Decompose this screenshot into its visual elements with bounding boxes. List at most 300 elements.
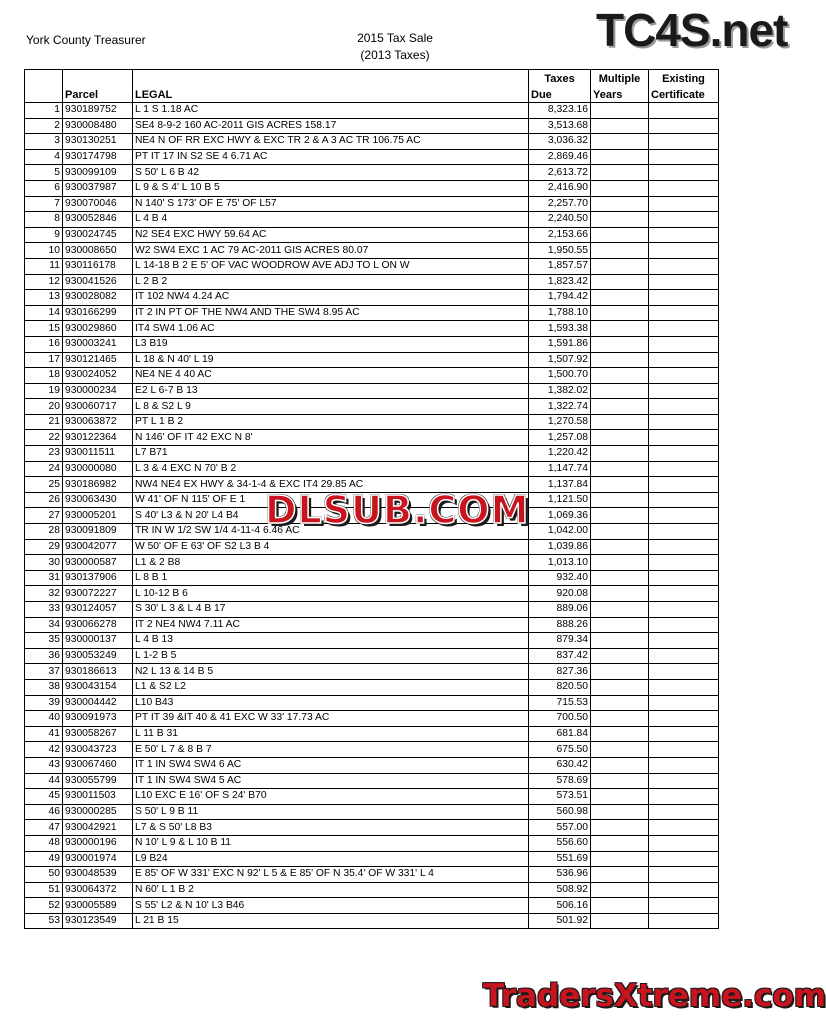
existing-certificate-cell [649, 679, 719, 695]
legal-cell: E2 L 6-7 B 13 [133, 383, 529, 399]
multiple-years-cell [591, 399, 649, 415]
taxes-due-cell: 1,593.38 [529, 321, 591, 337]
taxes-due-cell: 2,869.46 [529, 149, 591, 165]
row-number: 37 [25, 664, 63, 680]
taxes-due-cell: 501.92 [529, 913, 591, 929]
multiple-years-cell [591, 711, 649, 727]
taxes-due-cell: 1,857.57 [529, 258, 591, 274]
parcel-cell: 930048539 [63, 867, 133, 883]
legal-cell: S 40' L3 & N 20' L4 B4 [133, 508, 529, 524]
row-number: 43 [25, 757, 63, 773]
existing-certificate-cell [649, 602, 719, 618]
taxes-due-cell: 3,513.68 [529, 118, 591, 134]
row-number: 8 [25, 212, 63, 228]
row-number: 44 [25, 773, 63, 789]
legal-cell: IT 1 IN SW4 SW4 5 AC [133, 773, 529, 789]
existing-certificate-cell [649, 383, 719, 399]
parcel-cell: 930011511 [63, 446, 133, 462]
legal-cell: PT IT 17 IN S2 SE 4 6.71 AC [133, 149, 529, 165]
multiple-years-cell [591, 103, 649, 119]
legal-cell: W 41' OF N 115' OF E 1 [133, 492, 529, 508]
legal-cell: L 21 B 15 [133, 913, 529, 929]
parcel-cell: 930067460 [63, 757, 133, 773]
row-number: 45 [25, 789, 63, 805]
legal-cell: L 14-18 B 2 E 5' OF VAC WOODROW AVE ADJ TO L ON W [133, 258, 529, 274]
existing-certificate-cell [649, 492, 719, 508]
row-number: 32 [25, 586, 63, 602]
legal-cell: N 140' S 173' OF E 75' OF L57 [133, 196, 529, 212]
row-number: 35 [25, 633, 63, 649]
parcel-cell: 930130251 [63, 134, 133, 150]
legal-cell: NW4 NE4 EX HWY & 34-1-4 & EXC IT4 29.85 AC [133, 477, 529, 493]
legal-cell: L 9 & S 4' L 10 B 5 [133, 180, 529, 196]
row-number: 22 [25, 430, 63, 446]
sale-year: 2015 Tax Sale [357, 31, 433, 45]
multiple-years-cell [591, 524, 649, 540]
table-row [25, 586, 719, 602]
parcel-cell: 930005201 [63, 508, 133, 524]
parcel-cell: 930000234 [63, 383, 133, 399]
taxes-due-cell: 1,137.84 [529, 477, 591, 493]
parcel-cell: 930001974 [63, 851, 133, 867]
existing-certificate-cell [649, 570, 719, 586]
existing-certificate-cell [649, 524, 719, 540]
row-number: 40 [25, 711, 63, 727]
table-row [25, 149, 719, 165]
multiple-years-cell [591, 804, 649, 820]
taxes-due-cell: 3,036.32 [529, 134, 591, 150]
parcel-cell: 930070046 [63, 196, 133, 212]
parcel-cell: 930053249 [63, 648, 133, 664]
existing-certificate-cell [649, 103, 719, 119]
parcel-cell: 930099109 [63, 165, 133, 181]
parcel-cell: 930186613 [63, 664, 133, 680]
existing-certificate-cell [649, 446, 719, 462]
multiple-years-cell [591, 258, 649, 274]
row-number: 9 [25, 227, 63, 243]
existing-certificate-cell [649, 867, 719, 883]
row-number: 50 [25, 867, 63, 883]
legal-cell: TR IN W 1/2 SW 1/4 4-11-4 6.46 AC [133, 524, 529, 540]
col-header-legal-top [133, 70, 529, 87]
taxes-due-cell: 1,794.42 [529, 290, 591, 306]
parcel-cell: 930174798 [63, 149, 133, 165]
legal-cell: N2 L 13 & 14 B 5 [133, 664, 529, 680]
taxes-due-cell: 536.96 [529, 867, 591, 883]
taxes-due-cell: 506.16 [529, 898, 591, 914]
existing-certificate-cell [649, 180, 719, 196]
legal-cell: L 3 & 4 EXC N 70' B 2 [133, 461, 529, 477]
multiple-years-cell [591, 149, 649, 165]
multiple-years-cell [591, 555, 649, 571]
parcel-cell: 930091973 [63, 711, 133, 727]
parcel-cell: 930166299 [63, 305, 133, 321]
parcel-cell: 930041526 [63, 274, 133, 290]
existing-certificate-cell [649, 757, 719, 773]
existing-certificate-cell [649, 414, 719, 430]
table-row [25, 711, 719, 727]
row-number: 38 [25, 679, 63, 695]
parcel-cell: 930000285 [63, 804, 133, 820]
existing-certificate-cell [649, 149, 719, 165]
col-header-multiple-years: Years [591, 86, 649, 103]
legal-cell: N 146' OF IT 42 EXC N 8' [133, 430, 529, 446]
existing-certificate-cell [649, 835, 719, 851]
table-row [25, 274, 719, 290]
existing-certificate-cell [649, 227, 719, 243]
table-row [25, 555, 719, 571]
multiple-years-cell [591, 835, 649, 851]
row-number: 28 [25, 524, 63, 540]
legal-cell: L9 B24 [133, 851, 529, 867]
multiple-years-cell [591, 274, 649, 290]
existing-certificate-cell [649, 477, 719, 493]
multiple-years-cell [591, 446, 649, 462]
parcel-cell: 930091809 [63, 524, 133, 540]
row-number: 31 [25, 570, 63, 586]
multiple-years-cell [591, 461, 649, 477]
taxes-due-cell: 578.69 [529, 773, 591, 789]
table-row [25, 820, 719, 836]
parcel-cell: 930186982 [63, 477, 133, 493]
parcel-cell: 930058267 [63, 726, 133, 742]
table-row [25, 851, 719, 867]
county-treasurer-title: York County Treasurer [26, 33, 146, 47]
existing-certificate-cell [649, 726, 719, 742]
existing-certificate-cell [649, 134, 719, 150]
multiple-years-cell [591, 243, 649, 259]
table-row [25, 664, 719, 680]
col-header-multiple-top: Multiple [591, 70, 649, 87]
row-number: 2 [25, 118, 63, 134]
multiple-years-cell [591, 290, 649, 306]
parcel-cell: 930123549 [63, 913, 133, 929]
header-row-top [25, 70, 719, 87]
existing-certificate-cell [649, 258, 719, 274]
tradersxtreme-watermark-logo: TradersXtreme.com [483, 978, 826, 1014]
table-row [25, 617, 719, 633]
multiple-years-cell [591, 679, 649, 695]
table-row [25, 196, 719, 212]
legal-cell: L 1 S 1.18 AC [133, 103, 529, 119]
multiple-years-cell [591, 368, 649, 384]
multiple-years-cell [591, 570, 649, 586]
table-row [25, 134, 719, 150]
parcel-cell: 930024052 [63, 368, 133, 384]
existing-certificate-cell [649, 711, 719, 727]
table-row [25, 648, 719, 664]
row-number: 42 [25, 742, 63, 758]
taxes-due-cell: 1,950.55 [529, 243, 591, 259]
taxes-due-cell: 508.92 [529, 882, 591, 898]
taxes-due-cell: 573.51 [529, 789, 591, 805]
multiple-years-cell [591, 757, 649, 773]
row-number: 21 [25, 414, 63, 430]
existing-certificate-cell [649, 212, 719, 228]
legal-cell: L 10-12 B 6 [133, 586, 529, 602]
tc4s-watermark-logo: TC4S.net [596, 4, 788, 56]
row-number: 5 [25, 165, 63, 181]
table-row [25, 383, 719, 399]
taxes-due-cell: 1,823.42 [529, 274, 591, 290]
taxes-due-cell: 8,323.16 [529, 103, 591, 119]
taxes-due-cell: 1,121.50 [529, 492, 591, 508]
parcel-cell: 930043723 [63, 742, 133, 758]
legal-cell: IT4 SW4 1.06 AC [133, 321, 529, 337]
legal-cell: IT 102 NW4 4.24 AC [133, 290, 529, 306]
row-number: 30 [25, 555, 63, 571]
row-number: 14 [25, 305, 63, 321]
taxes-due-cell: 1,039.86 [529, 539, 591, 555]
legal-cell: L 2 B 2 [133, 274, 529, 290]
existing-certificate-cell [649, 539, 719, 555]
table-row [25, 898, 719, 914]
parcel-cell: 930124057 [63, 602, 133, 618]
legal-cell: N2 SE4 EXC HWY 59.64 AC [133, 227, 529, 243]
row-number: 20 [25, 399, 63, 415]
legal-cell: L10 B43 [133, 695, 529, 711]
taxes-due-cell: 700.50 [529, 711, 591, 727]
existing-certificate-cell [649, 633, 719, 649]
parcel-cell: 930028082 [63, 290, 133, 306]
parcel-cell: 930042921 [63, 820, 133, 836]
multiple-years-cell [591, 913, 649, 929]
table-row [25, 679, 719, 695]
taxes-due-cell: 1,257.08 [529, 430, 591, 446]
legal-cell: L 4 B 4 [133, 212, 529, 228]
multiple-years-cell [591, 321, 649, 337]
row-number: 6 [25, 180, 63, 196]
row-number: 13 [25, 290, 63, 306]
table-row [25, 243, 719, 259]
multiple-years-cell [591, 882, 649, 898]
row-number: 39 [25, 695, 63, 711]
row-number: 29 [25, 539, 63, 555]
table-row [25, 570, 719, 586]
tax-year: (2013 Taxes) [360, 48, 430, 62]
parcel-cell: 930037987 [63, 180, 133, 196]
taxes-due-cell: 630.42 [529, 757, 591, 773]
table-row [25, 602, 719, 618]
taxes-due-cell: 556.60 [529, 835, 591, 851]
sale-title [330, 30, 460, 64]
table-row [25, 305, 719, 321]
taxes-due-cell: 1,500.70 [529, 368, 591, 384]
parcel-cell: 930052846 [63, 212, 133, 228]
existing-certificate-cell [649, 898, 719, 914]
row-number: 48 [25, 835, 63, 851]
multiple-years-cell [591, 118, 649, 134]
table-row [25, 835, 719, 851]
taxes-due-cell: 879.34 [529, 633, 591, 649]
existing-certificate-cell [649, 789, 719, 805]
existing-certificate-cell [649, 648, 719, 664]
row-number: 27 [25, 508, 63, 524]
row-number: 17 [25, 352, 63, 368]
row-number: 19 [25, 383, 63, 399]
legal-cell: E 85' OF W 331' EXC N 92' L 5 & E 85' OF N 35.4' OF W 331' L 4 [133, 867, 529, 883]
parcel-cell: 930055799 [63, 773, 133, 789]
existing-certificate-cell [649, 243, 719, 259]
col-header-index-bottom [25, 86, 63, 103]
legal-cell: N 10' L 9 & L 10 B 11 [133, 835, 529, 851]
legal-cell: NE4 N OF RR EXC HWY & EXC TR 2 & A 3 AC TR 106.75 AC [133, 134, 529, 150]
existing-certificate-cell [649, 336, 719, 352]
existing-certificate-cell [649, 820, 719, 836]
taxes-due-cell: 827.36 [529, 664, 591, 680]
legal-cell: IT 2 NE4 NW4 7.11 AC [133, 617, 529, 633]
row-number: 7 [25, 196, 63, 212]
multiple-years-cell [591, 180, 649, 196]
table-row [25, 804, 719, 820]
legal-cell: L1 & S2 L2 [133, 679, 529, 695]
col-header-index [25, 70, 63, 87]
col-header-taxes-top: Taxes [529, 70, 591, 87]
existing-certificate-cell [649, 290, 719, 306]
parcel-cell: 930064372 [63, 882, 133, 898]
table-row [25, 726, 719, 742]
taxes-due-cell: 1,591.86 [529, 336, 591, 352]
table-row [25, 757, 719, 773]
table-row [25, 352, 719, 368]
multiple-years-cell [591, 820, 649, 836]
row-number: 23 [25, 446, 63, 462]
taxes-due-cell: 1,042.00 [529, 524, 591, 540]
legal-cell: NE4 NE 4 40 AC [133, 368, 529, 384]
parcel-cell: 930008650 [63, 243, 133, 259]
legal-cell: S 55' L2 & N 10' L3 B46 [133, 898, 529, 914]
parcel-cell: 930000080 [63, 461, 133, 477]
existing-certificate-cell [649, 851, 719, 867]
existing-certificate-cell [649, 617, 719, 633]
row-number: 4 [25, 149, 63, 165]
legal-cell: L 8 B 1 [133, 570, 529, 586]
parcel-cell: 930116178 [63, 258, 133, 274]
taxes-due-cell: 1,069.36 [529, 508, 591, 524]
legal-cell: S 30' L 3 & L 4 B 17 [133, 602, 529, 618]
existing-certificate-cell [649, 882, 719, 898]
col-header-taxes-due: Due [529, 86, 591, 103]
table-row [25, 321, 719, 337]
taxes-due-cell: 1,220.42 [529, 446, 591, 462]
taxes-due-cell: 1,788.10 [529, 305, 591, 321]
taxes-due-cell: 1,507.92 [529, 352, 591, 368]
table-row [25, 258, 719, 274]
taxes-due-cell: 2,257.70 [529, 196, 591, 212]
multiple-years-cell [591, 664, 649, 680]
table-row [25, 461, 719, 477]
taxes-due-cell: 2,613.72 [529, 165, 591, 181]
parcel-cell: 930189752 [63, 103, 133, 119]
multiple-years-cell [591, 695, 649, 711]
existing-certificate-cell [649, 274, 719, 290]
col-header-legal: LEGAL [133, 86, 529, 103]
legal-cell: N 60' L 1 B 2 [133, 882, 529, 898]
col-header-parcel: Parcel [63, 86, 133, 103]
parcel-cell: 930063872 [63, 414, 133, 430]
existing-certificate-cell [649, 461, 719, 477]
legal-cell: L 11 B 31 [133, 726, 529, 742]
legal-cell: PT L 1 B 2 [133, 414, 529, 430]
taxes-due-cell: 932.40 [529, 570, 591, 586]
row-number: 33 [25, 602, 63, 618]
table-row [25, 103, 719, 119]
multiple-years-cell [591, 539, 649, 555]
multiple-years-cell [591, 851, 649, 867]
legal-cell: IT 2 IN PT OF THE NW4 AND THE SW4 8.95 AC [133, 305, 529, 321]
existing-certificate-cell [649, 742, 719, 758]
legal-cell: L 8 & S2 L 9 [133, 399, 529, 415]
table-row [25, 742, 719, 758]
row-number: 34 [25, 617, 63, 633]
existing-certificate-cell [649, 804, 719, 820]
existing-certificate-cell [649, 352, 719, 368]
taxes-due-cell: 681.84 [529, 726, 591, 742]
legal-cell: L 4 B 13 [133, 633, 529, 649]
row-number: 24 [25, 461, 63, 477]
legal-cell: S 50' L 9 B 11 [133, 804, 529, 820]
legal-cell: SE4 8-9-2 160 AC-2011 GIS ACRES 158.17 [133, 118, 529, 134]
parcel-cell: 930004442 [63, 695, 133, 711]
row-number: 26 [25, 492, 63, 508]
legal-cell: L10 EXC E 16' OF S 24' B70 [133, 789, 529, 805]
multiple-years-cell [591, 617, 649, 633]
dlsub-watermark-logo: DLSUB.COM [265, 488, 530, 532]
table-row [25, 913, 719, 929]
table-row [25, 539, 719, 555]
parcel-cell: 930042077 [63, 539, 133, 555]
legal-cell: L7 B71 [133, 446, 529, 462]
legal-cell: E 50' L 7 & 8 B 7 [133, 742, 529, 758]
row-number: 53 [25, 913, 63, 929]
multiple-years-cell [591, 134, 649, 150]
multiple-years-cell [591, 508, 649, 524]
existing-certificate-cell [649, 586, 719, 602]
existing-certificate-cell [649, 196, 719, 212]
parcel-cell: 930121465 [63, 352, 133, 368]
row-number: 16 [25, 336, 63, 352]
legal-cell: IT 1 IN SW4 SW4 6 AC [133, 757, 529, 773]
existing-certificate-cell [649, 368, 719, 384]
row-number: 51 [25, 882, 63, 898]
table-row [25, 867, 719, 883]
parcel-cell: 930000587 [63, 555, 133, 571]
parcel-cell: 930122364 [63, 430, 133, 446]
multiple-years-cell [591, 430, 649, 446]
parcel-cell: 930063430 [63, 492, 133, 508]
multiple-years-cell [591, 742, 649, 758]
row-number: 52 [25, 898, 63, 914]
multiple-years-cell [591, 492, 649, 508]
row-number: 12 [25, 274, 63, 290]
taxes-due-cell: 551.69 [529, 851, 591, 867]
multiple-years-cell [591, 898, 649, 914]
existing-certificate-cell [649, 664, 719, 680]
table-row [25, 336, 719, 352]
parcel-cell: 930000196 [63, 835, 133, 851]
existing-certificate-cell [649, 399, 719, 415]
legal-cell: PT IT 39 &IT 40 & 41 EXC W 33' 17.73 AC [133, 711, 529, 727]
legal-cell: L7 & S 50' L8 B3 [133, 820, 529, 836]
taxes-due-cell: 557.00 [529, 820, 591, 836]
parcel-cell: 930000137 [63, 633, 133, 649]
row-number: 36 [25, 648, 63, 664]
taxes-due-cell: 1,382.02 [529, 383, 591, 399]
col-header-parcel-top [63, 70, 133, 87]
row-number: 49 [25, 851, 63, 867]
parcel-cell: 930008480 [63, 118, 133, 134]
table-row [25, 212, 719, 228]
